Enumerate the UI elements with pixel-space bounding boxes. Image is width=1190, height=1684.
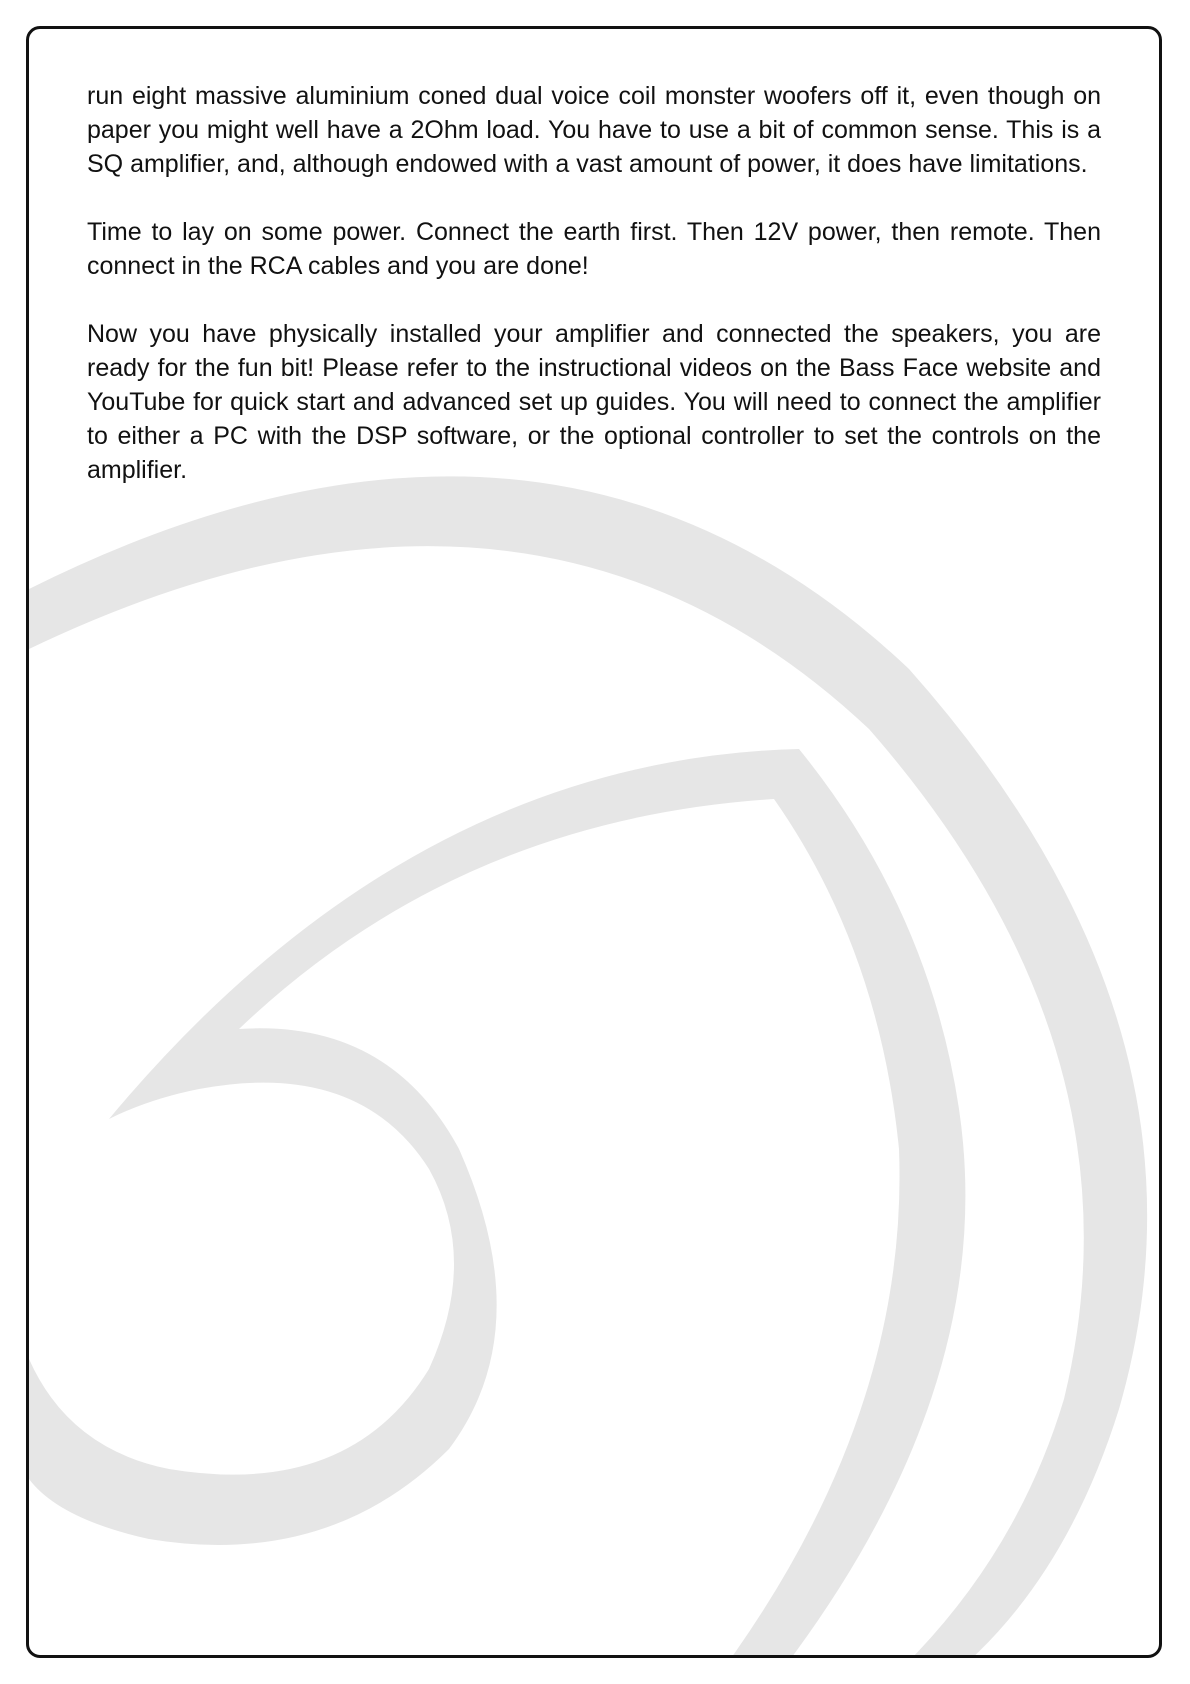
paragraph-limitations: run eight massive aluminium coned dual voice coil monster woofers off it, even though on paper you might well have a 2Ohm load. You have to use a bit of common sense. This is a SQ amplifier, and, although endowed with a vast amount of power, it does have limitations.	[87, 82, 1101, 178]
paragraph-setup-guides: Now you have physically installed your amplifier and connected the speakers, you are ready for the fun bit! Please refer to the instructional videos on the Bass Face website and YouTube for quick start and advanced set up guides. You will need to connect the amplifier to either a PC with the DSP software, or the optional controller to set the controls on the amplifier.	[87, 320, 1101, 484]
body-text	[87, 79, 1101, 521]
paragraph-power-connection: Time to lay on some power. Connect the earth first. Then 12V power, then remote. Then connect in the RCA cables and you are done!	[87, 218, 1101, 280]
page-frame	[26, 26, 1162, 1658]
watermark-inner-arc	[29, 749, 965, 1658]
